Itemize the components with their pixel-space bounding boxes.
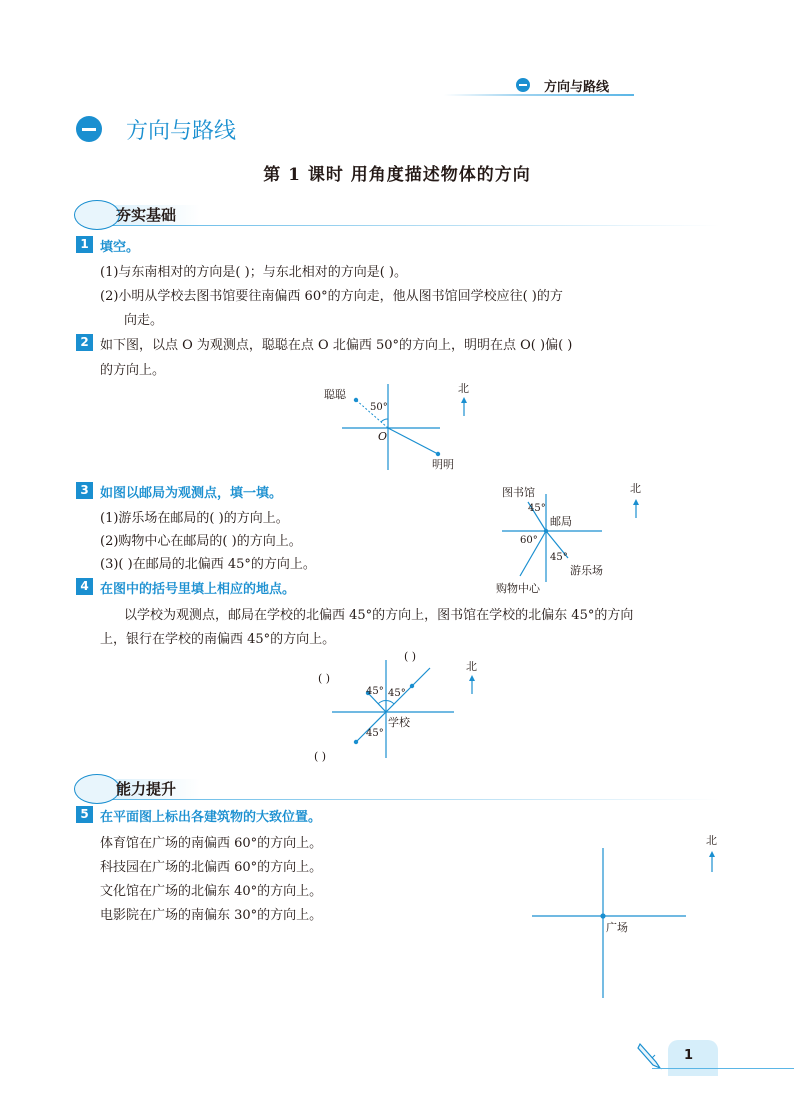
q3-line-2: (2)购物中心在邮局的( )的方向上。: [100, 534, 302, 549]
library-label: 图书馆: [502, 486, 535, 499]
q5-figure: [526, 828, 726, 1003]
north-label: 北: [630, 482, 641, 495]
pencil-icon: [636, 1040, 664, 1070]
angle-label: 45°: [366, 728, 384, 739]
q1-line-1: (1)与东南相对的方向是( )；与东北相对的方向是( )。: [100, 265, 407, 280]
question-number: 5: [76, 806, 93, 823]
blank-top: ( ): [404, 650, 417, 663]
q3-figure: [490, 478, 660, 598]
question-title: 在图中的括号里填上相应的地点。: [100, 582, 296, 597]
q4-figure: [310, 646, 500, 766]
question-number: 4: [76, 578, 93, 595]
blank-left: ( ): [318, 672, 331, 685]
angle-label: 45°: [550, 552, 568, 563]
section-title: 夯实基础: [116, 206, 177, 224]
question-title: 如图以邮局为观测点，填一填。: [100, 486, 283, 501]
north-label: 北: [466, 660, 477, 673]
angle-label: 60°: [520, 535, 538, 546]
angle-label: 45°: [388, 688, 406, 699]
q3-line-1: (1)游乐场在邮局的( )的方向上。: [100, 511, 289, 526]
q4-line-2: 上，银行在学校的南偏西 45°的方向上。: [100, 632, 336, 647]
q2-line-2: 的方向上。: [100, 363, 166, 378]
question-number: 2: [76, 334, 93, 351]
q2-line-1: 如下图，以点 O 为观测点，聪聪在点 O 北偏西 50°的方向上，明明在点 O( )偏( ): [100, 338, 573, 353]
angle-label: 45°: [528, 503, 546, 514]
q1-line-2: (2)小明从学校去图书馆要往南偏西 60°的方向走，他从图书馆回学校应往( )的方: [100, 289, 563, 304]
section-banner-basic: [0, 204, 720, 226]
section-banner-advanced: [0, 778, 720, 800]
angle-label: 45°: [366, 686, 384, 697]
q3-line-3: (3)( )在邮局的北偏西 45°的方向上。: [100, 557, 316, 572]
dragon-emblem-icon: [74, 200, 120, 230]
unit-title: 方向与路线: [126, 119, 237, 144]
q5-line-2: 科技园在广场的北偏西 60°的方向上。: [100, 860, 323, 875]
unit-number-icon: [76, 116, 102, 142]
question-number: 3: [76, 482, 93, 499]
north-label: 北: [706, 834, 717, 847]
question-title: 在平面图上标出各建筑物的大致位置。: [100, 810, 322, 825]
shopping-center-label: 购物中心: [496, 582, 540, 595]
origin-label: O: [378, 430, 388, 443]
q5-line-3: 文化馆在广场的北偏东 40°的方向上。: [100, 884, 323, 899]
lesson-title: 第 1 课时 用角度描述物体的方向: [263, 165, 531, 185]
q5-line-1: 体育馆在广场的南偏西 60°的方向上。: [100, 836, 323, 851]
running-title: 方向与路线: [544, 80, 610, 95]
mingming-label: 明明: [432, 458, 454, 471]
q4-line-1: 以学校为观测点，邮局在学校的北偏西 45°的方向上，图书馆在学校的北偏东 45°的方向: [124, 608, 634, 623]
question-number: 1: [76, 236, 93, 253]
blank-bottom: ( ): [314, 750, 327, 763]
north-label: 北: [458, 382, 469, 395]
page-number: 1: [684, 1048, 694, 1063]
q1-line-3: 向走。: [124, 313, 164, 328]
dragon-emblem-icon: [74, 774, 120, 804]
q2-figure: [320, 378, 480, 478]
congcong-label: 聪聪: [324, 388, 346, 401]
post-office-label: 邮局: [550, 515, 572, 528]
footer-rule: [652, 1068, 794, 1069]
amusement-park-label: 游乐场: [570, 564, 603, 577]
question-title: 填空。: [100, 240, 140, 255]
unit-badge-icon: [516, 78, 530, 92]
q5-line-4: 电影院在广场的南偏东 30°的方向上。: [100, 908, 323, 923]
angle-label: 50°: [370, 402, 388, 413]
school-label: 学校: [388, 716, 410, 729]
square-label: 广场: [606, 921, 628, 934]
section-title: 能力提升: [116, 780, 177, 798]
